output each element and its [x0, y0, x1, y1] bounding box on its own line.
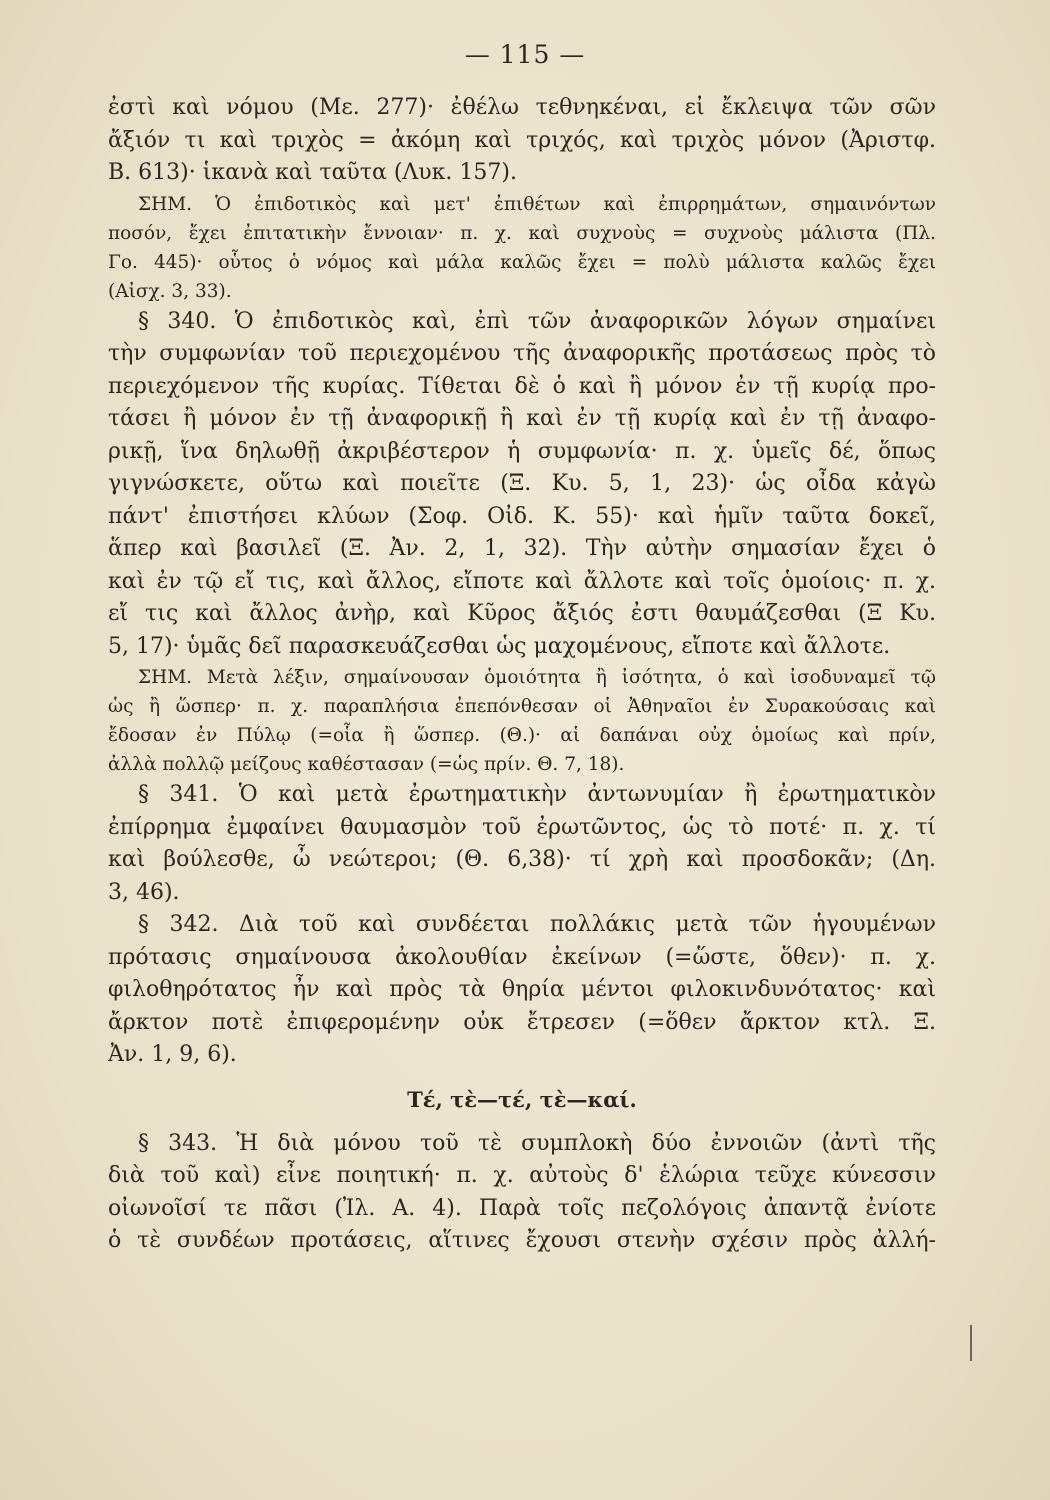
section-343: [108, 1128, 936, 1258]
text-line: ἄρκτον ποτὲ ἐπιφερομένην οὐκ ἔτρεσεν (=ὅθεν ἄρκτον κτλ. Ξ.: [108, 1009, 936, 1035]
text-line: ὡς ἢ ὥσπερ· π. χ. παραπλήσια ἐπεπόνθεσαν οἱ Ἀθηναῖοι ἐν Συρακούσαις καὶ: [108, 696, 936, 717]
text-line: ἅπερ καὶ βασιλεῖ (Ξ. Ἀν. 2, 1, 32). Τὴν αὐτὴν σημασίαν ἔχει ὁ: [108, 536, 936, 561]
text-line: πρότασις σημαίνουσα ἀκολουθίαν ἐκείνων (=ὥστε, ὅθεν)· π. χ.: [108, 944, 936, 970]
text-line: Γο. 445)· οὗτος ὁ νόμος καὶ μάλα καλῶς ἔχει = πολὺ μάλιστα καλῶς ἔχει: [108, 251, 936, 273]
note-paragraph: [108, 190, 936, 306]
text-line: οἰωνοῖσί τε πᾶσι (Ἰλ. Α. 4). Παρὰ τοῖς πεζολόγοις ἀπαντᾷ ἐνίοτε: [108, 1195, 936, 1221]
text-line: ΣΗΜ. Ὁ ἐπιδοτικὸς καὶ μετ' ἐπιθέτων καὶ ἐπιρρημάτων, σημαινόντων: [138, 193, 936, 215]
section-341: [108, 779, 936, 909]
text-line: 3, 46).: [108, 879, 180, 905]
text-line: τὴν συμφωνίαν τοῦ περιεχομένου τῆς ἀναφορικῆς προτάσεως πρὸς τὸ: [108, 341, 936, 366]
text-line: ἔδοσαν ἐν Πύλῳ (=οἷα ἢ ὥσπερ. (Θ.)· αἱ δαπάναι οὐχ ὁμοίως καὶ πρίν,: [108, 725, 936, 746]
text-line: πάντ' ἐπιστήσει κλύων (Σοφ. Οἰδ. Κ. 55)· καὶ ἡμῖν ταῦτα δοκεῖ,: [108, 503, 936, 529]
text-line: ἐστὶ καὶ νόμου (Με. 277)· ἐθέλω τεθνηκέναι, εἰ ἔκλειψα τῶν σῶν: [108, 95, 936, 120]
text-line: ὁ τὲ συνδέων προτάσεις, αἵτινες ἔχουσι στενὴν σχέσιν πρὸς ἀλλή-: [108, 1228, 936, 1253]
margin-mark: [970, 1325, 972, 1361]
paragraph-continuation: [108, 92, 936, 190]
text-line: καὶ ἐν τῷ εἴ τις, καὶ ἄλλος, εἴποτε καὶ ἄλλοτε καὶ τοῖς ὁμοίοις· π. χ.: [108, 568, 936, 594]
text-line: Ἀν. 1, 9, 6).: [108, 1042, 237, 1067]
text-line: ἄξιόν τι καὶ τριχὸς = ἀκόμη καὶ τριχός, καὶ τριχὸς μόνον (Ἀριστφ.: [108, 127, 936, 153]
text-line: εἴ τις καὶ ἄλλος ἀνὴρ, καὶ Κῦρος ἄξιός ἐστι θαυμάζεσθαι (Ξ Κυ.: [108, 601, 936, 626]
text-line: καὶ βούλεσθε, ὦ νεώτεροι; (Θ. 6,38)· τί χρὴ καὶ προσδοκᾶν; (Δη.: [108, 847, 936, 872]
note-paragraph: [108, 663, 936, 779]
text-line: τάσει ἢ μόνον ἐν τῇ ἀναφορικῇ ἢ καὶ ἐν τῇ κυρίᾳ καὶ ἐν τῇ ἀναφο-: [108, 406, 936, 431]
text-line: διὰ τοῦ καὶ) εἶνε ποιητική· π. χ. αὐτοὺς δ' ἑλώρια τεῦχε κύνεσσιν: [108, 1163, 936, 1188]
text-line: § 342. Διὰ τοῦ καὶ συνδέεται πολλάκις μετὰ τῶν ἡγουμένων: [138, 912, 936, 937]
text-line: § 341. Ὁ καὶ μετὰ ἐρωτηματικὴν ἀντωνυμίαν ἢ ἐρωτηματικὸν: [138, 782, 936, 807]
text-line: (Αἰσχ. 3, 33).: [108, 280, 232, 302]
text-line: ποσόν, ἔχει ἐπιτατικὴν ἔννοιαν· π. χ. καὶ συχνοὺς = συχνοὺς μάλιστα (Πλ.: [108, 222, 936, 244]
section-342: [108, 909, 936, 1072]
text-line: ΣΗΜ. Μετὰ λέξιν, σημαίνουσαν ὁμοιότητα ἢ ἰσότητα, ὁ καὶ ἰσοδυναμεῖ τῷ: [138, 667, 936, 688]
text-line: 5, 17)· ὑμᾶς δεῖ παρασκευάζεσθαι ὡς μαχομένους, εἴποτε καὶ ἄλλοτε.: [108, 633, 891, 659]
page-number: — 115 —: [464, 40, 586, 69]
page-text: [108, 92, 936, 1258]
text-line: γιγνώσκετε, οὕτω καὶ ποιεῖτε (Ξ. Κυ. 5, 1, 23)· ὡς οἶδα κἀγὼ: [108, 471, 936, 496]
text-line: περιεχόμενον τῆς κυρίας. Τίθεται δὲ ὁ καὶ ἢ μόνον ἐν τῇ κυρίᾳ προ-: [108, 373, 936, 399]
text-line: § 343. Ἡ διὰ μόνου τοῦ τὲ συμπλοκὴ δύο ἐννοιῶν (ἀντὶ τῆς: [138, 1130, 936, 1156]
text-line: ρικῇ, ἵνα δηλωθῇ ἀκριβέστερον ἡ συμφωνία· π. χ. ὑμεῖς δέ, ὅπως: [108, 438, 936, 464]
text-line: § 340. Ὁ ἐπιδοτικὸς καὶ, ἐπὶ τῶν ἀναφορικῶν λόγων σημαίνει: [138, 308, 936, 334]
section-340: [108, 306, 936, 664]
section-heading: Τέ, τὲ—τέ, τὲ—καί.: [407, 1086, 637, 1112]
text-line: φιλοθηρότατος ἦν καὶ πρὸς τὰ θηρία μέντοι φιλοκινδυνότατος· καὶ: [108, 977, 936, 1002]
text-line: ἀλλὰ πολλῷ μείζους καθέστασαν (=ὡς πρίν. Θ. 7, 18).: [108, 754, 625, 775]
text-line: Β. 613)· ἱκανὰ καὶ ταῦτα (Λυκ. 157).: [108, 160, 517, 185]
text-line: ἐπίρρημα ἐμφαίνει θαυμασμὸν τοῦ ἐρωτῶντος, ὡς τὸ ποτέ· π. χ. τί: [108, 814, 936, 840]
